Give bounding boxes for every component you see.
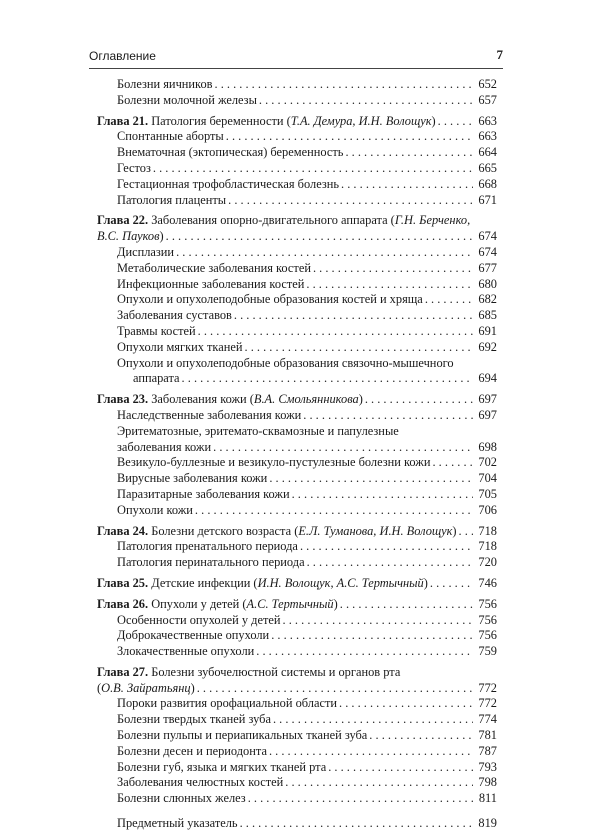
toc-entry[interactable]: Заболевания челюстных костей . . . 798 bbox=[97, 775, 497, 791]
toc-subject-index[interactable]: Предметный указатель . . . 819 bbox=[97, 816, 497, 832]
toc-entry[interactable]: Болезни твердых тканей зуба . . . 774 bbox=[97, 712, 497, 728]
running-header bbox=[89, 47, 503, 69]
toc-entry[interactable]: Гестационная трофобластическая болезнь . . . 668 bbox=[97, 177, 497, 193]
toc-entry[interactable]: Патология плаценты . . . 671 bbox=[97, 193, 497, 209]
toc-entry[interactable]: Эритематозные, эритемато-сквамозные и папулезные заболевания кожи . . . 698 bbox=[97, 424, 497, 456]
toc-entry[interactable]: Болезни губ, языка и мягких тканей рта . . . 793 bbox=[97, 760, 497, 776]
toc-chapter-21[interactable]: Глава 21. Патология беременности (Т.А. Демура, И.Н. Волощук) . . . 663 bbox=[97, 114, 497, 130]
toc-entry[interactable]: Опухоли и опухолеподобные образования связочно-мышечного аппарата . . . 694 bbox=[97, 356, 497, 388]
toc-entry[interactable]: Болезни яичников . . . 652 bbox=[97, 77, 497, 93]
header-title: Оглавление bbox=[89, 49, 156, 63]
toc-entry[interactable]: Гестоз . . . 665 bbox=[97, 161, 497, 177]
toc-chapter-26[interactable]: Глава 26. Опухоли у детей (А.С. Тертычный) . . . 756 bbox=[97, 597, 497, 613]
toc-entry[interactable]: Дисплазии . . . 674 bbox=[97, 245, 497, 261]
toc-entry[interactable]: Наследственные заболевания кожи . . . 697 bbox=[97, 408, 497, 424]
toc-entry[interactable]: Везикуло-буллезные и везикуло-пустулезные болезни кожи . . . 702 bbox=[97, 455, 497, 471]
toc-entry[interactable]: Злокачественные опухоли . . . 759 bbox=[97, 644, 497, 660]
toc-entry[interactable]: Патология пренатального периода . . . 718 bbox=[97, 539, 497, 555]
toc-entry[interactable]: Инфекционные заболевания костей . . . 680 bbox=[97, 277, 497, 293]
toc-entry[interactable]: Опухоли кожи . . . 706 bbox=[97, 503, 497, 519]
toc-entry[interactable]: Болезни десен и периодонта . . . 787 bbox=[97, 744, 497, 760]
toc-entry[interactable]: Вирусные заболевания кожи . . . 704 bbox=[97, 471, 497, 487]
toc-chapter-22[interactable]: Глава 22. Заболевания опорно-двигательного аппарата (Г.Н. Берченко, В.С. Пауков) . . . 674 bbox=[97, 213, 497, 245]
toc-entry[interactable]: Заболевания суставов . . . 685 bbox=[97, 308, 497, 324]
toc-entry[interactable]: Особенности опухолей у детей . . . 756 bbox=[97, 613, 497, 629]
toc-entry[interactable]: Паразитарные заболевания кожи . . . 705 bbox=[97, 487, 497, 503]
toc-entry[interactable]: Спонтанные аборты . . . 663 bbox=[97, 129, 497, 145]
toc-entry[interactable]: Патология перинатального периода . . . 720 bbox=[97, 555, 497, 571]
toc-chapter-27[interactable]: Глава 27. Болезни зубочелюстной системы и органов рта (О.В. Зайратьянц) . . . 772 bbox=[97, 665, 497, 697]
toc-chapter-23[interactable]: Глава 23. Заболевания кожи (В.А. Смольянникова) . . . 697 bbox=[97, 392, 497, 408]
toc-entry[interactable]: Доброкачественные опухоли . . . 756 bbox=[97, 628, 497, 644]
toc-entry[interactable]: Болезни молочной железы . . . 657 bbox=[97, 93, 497, 109]
toc-entry[interactable]: Болезни пульпы и периапикальных тканей зуба . . . 781 bbox=[97, 728, 497, 744]
header-rule bbox=[89, 68, 503, 69]
toc-chapter-24[interactable]: Глава 24. Болезни детского возраста (Е.Л. Туманова, И.Н. Волощук) . . . 718 bbox=[97, 524, 497, 540]
toc-entry[interactable]: Болезни слюнных желез . . . 811 bbox=[97, 791, 497, 807]
toc-entry[interactable]: Метаболические заболевания костей . . . 677 bbox=[97, 261, 497, 277]
toc-entry[interactable]: Пороки развития орофациальной области . . . 772 bbox=[97, 696, 497, 712]
toc-entry[interactable]: Опухоли мягких тканей . . . 692 bbox=[97, 340, 497, 356]
page-number: 7 bbox=[496, 47, 503, 62]
table-of-contents bbox=[97, 77, 497, 832]
toc-entry[interactable]: Внематочная (эктопическая) беременность . . . 664 bbox=[97, 145, 497, 161]
toc-entry[interactable]: Травмы костей . . . 691 bbox=[97, 324, 497, 340]
toc-chapter-25[interactable]: Глава 25. Детские инфекции (И.Н. Волощук, А.С. Тертычный) . . . 746 bbox=[97, 576, 497, 592]
toc-entry[interactable]: Опухоли и опухолеподобные образования костей и хряща . . . 682 bbox=[97, 292, 497, 308]
